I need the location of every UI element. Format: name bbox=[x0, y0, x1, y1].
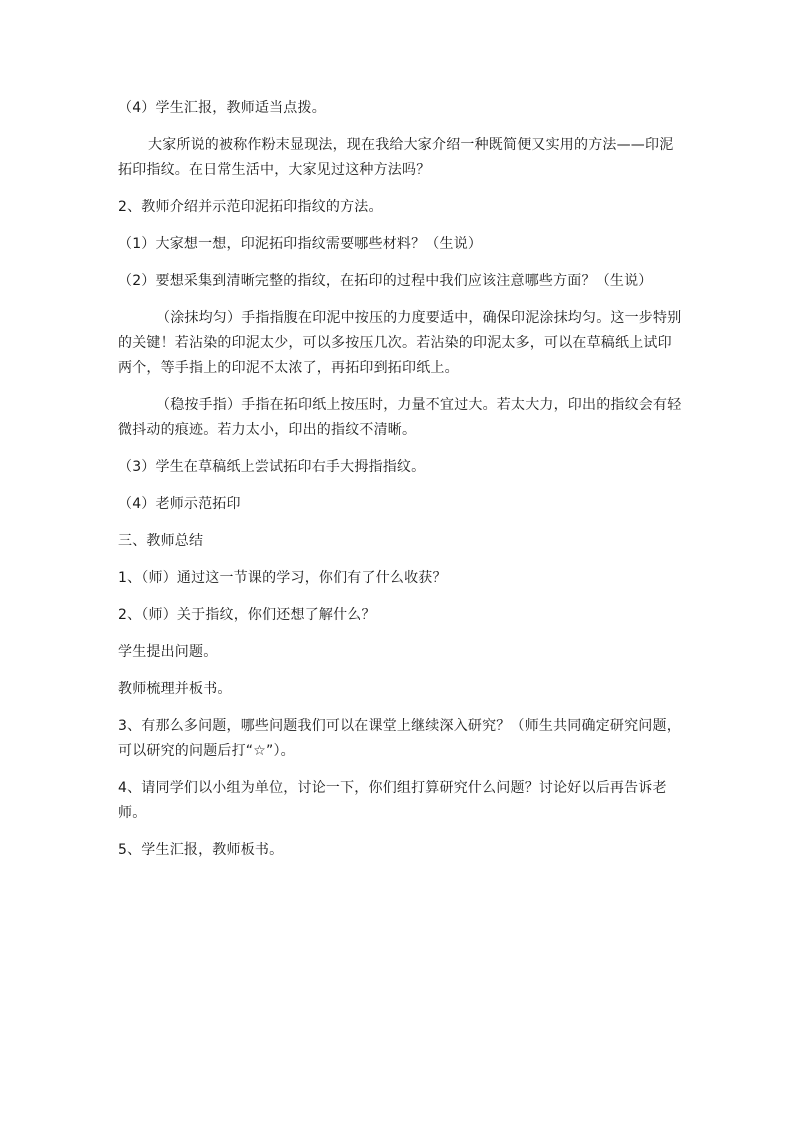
paragraph-summary-1: 1、（师）通过这一节课的学习，你们有了什么收获？ bbox=[118, 570, 447, 586]
paragraph-attention-question: （2）要想采集到清晰完整的指纹，在拓印的过程中我们应该注意哪些方面？（生说） bbox=[118, 273, 653, 289]
paragraph-students-ask: 学生提出问题。 bbox=[118, 644, 218, 660]
paragraph-apply-evenly: （涂抹均匀）手指指腹在印泥中按压的力度要适中，确保印泥涂抹均匀。这一步特别的关键！若沾染的印泥太少，可以多按压几次。若沾染的印泥太多，可以在草稿纸上试印两个，等手指上的印泥不太浓了，再拓印到拓印纸上。 bbox=[118, 310, 682, 376]
paragraph-student-try: （3）学生在草稿纸上尝试拓印右手大拇指指纹。 bbox=[118, 459, 426, 475]
paragraph-summary-4: 4、请同学们以小组为单位，讨论一下，你们组打算研究什么问题？讨论好以后再告诉老师。 bbox=[118, 780, 667, 821]
paragraph-teacher-organize: 教师梳理并板书。 bbox=[118, 681, 232, 697]
paragraph-summary-3: 3、有那么多问题，哪些问题我们可以在课堂上继续深入研究？（师生共同确定研究问题，可以研究的问题后打“☆”）。 bbox=[118, 718, 681, 759]
paragraph-summary-2: 2、（师）关于指纹，你们还想了解什么？ bbox=[118, 607, 376, 623]
paragraph-teacher-demo-heading: 2、教师介绍并示范印泥拓印指纹的方法。 bbox=[118, 199, 383, 215]
paragraph-summary-5: 5、学生汇报，教师板书。 bbox=[118, 842, 284, 858]
paragraph-press-steadily: （稳按手指）手指在拓印纸上按压时，力量不宜过大。若太大力，印出的指纹会有轻微抖动的痕迹。若力太小，印出的指纹不清晰。 bbox=[118, 397, 682, 438]
section-heading-summary: 三、教师总结 bbox=[118, 533, 204, 549]
paragraph-teacher-demo: （4）老师示范拓印 bbox=[118, 496, 241, 512]
document-body bbox=[118, 96, 684, 875]
paragraph-powder-method-intro: 大家所说的被称作粉末显现法，现在我给大家介绍一种既简便又实用的方法——印泥拓印指纹。在日常生活中，大家见过这种方法吗？ bbox=[118, 137, 674, 178]
paragraph-student-report: （4）学生汇报，教师适当点拨。 bbox=[118, 100, 326, 116]
paragraph-materials-question: （1）大家想一想，印泥拓印指纹需要哪些材料？（生说） bbox=[118, 236, 483, 252]
